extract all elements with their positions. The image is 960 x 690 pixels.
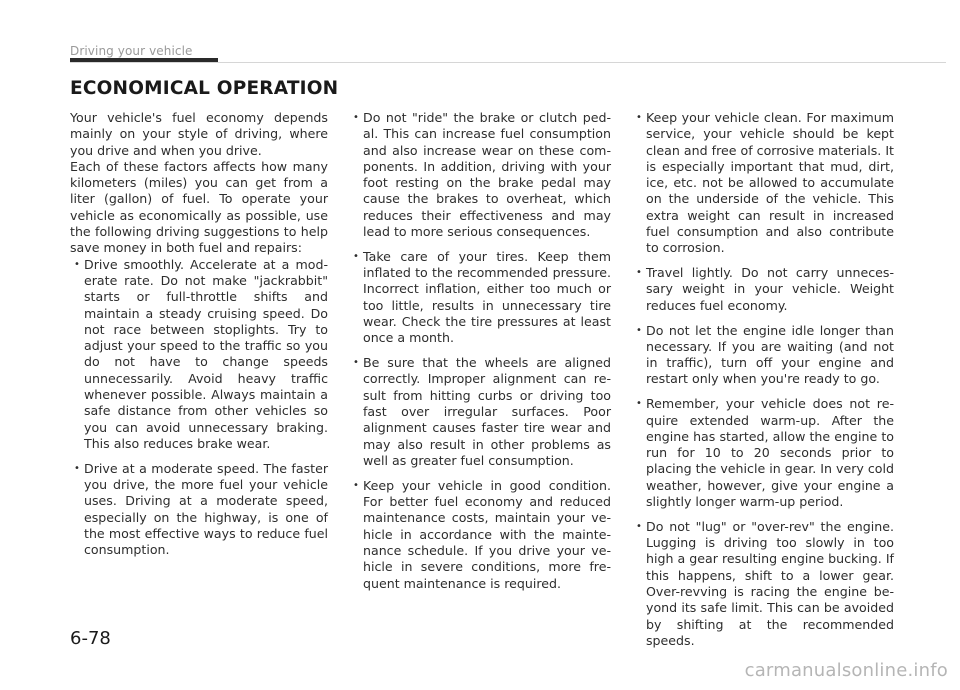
list-item: • Do not "ride" the brake or clutch pedal. This can increase fuel consumption and also increase wear on these components. In addition, driving with your foot resting on the brake pedal may cause the brakes to overheat, which reduces their effectiveness and may lead to more serious consequences. bbox=[353, 110, 611, 240]
list-item: • Keep your vehicle in good condition. For better fuel economy and reduced maintenance costs, maintain your vehicle in accordance with the maintenance schedule. If you drive your vehicle in severe conditions, more frequent maintenance is required. bbox=[353, 478, 611, 592]
list-item: • Be sure that the wheels are aligned correctly. Improper alignment can result from hitting curbs or driving too fast over irregular surfaces. Poor alignment causes faster tire wear and may also result in other problems as well as greater fuel consumption. bbox=[353, 355, 611, 469]
list-item: • Remember, your vehicle does not require extended warm-up. After the engine has started, allow the engine to run for 10 to 20 seconds prior to placing the vehicle in gear. In very cold weather, however, give your engine a slightly longer warm-up period. bbox=[636, 396, 894, 510]
intro-paragraph-1: Your vehicle's fuel economy depends mainly on your style of driving, where you drive and when you drive. bbox=[70, 110, 328, 158]
intro-paragraph-2: Each of these factors affects how many kilometers (miles) you can get from a liter (gallon) of fuel. To operate your vehicle as economically as possible, use the following driving suggestions to help save money in both fuel and repairs: bbox=[70, 158, 328, 256]
list-item: • Do not let the engine idle longer than necessary. If you are waiting (and not in traffic), turn off your engine and restart only when you're ready to go. bbox=[636, 323, 894, 388]
column-3 bbox=[636, 110, 894, 658]
section-label: Driving your vehicle bbox=[70, 44, 193, 58]
column-1 bbox=[70, 110, 328, 567]
list-item: • Do not "lug" or "over-rev" the engine. Lugging is driving too slowly in too high a gear resulting engine bucking. If this happens, shift to a lower gear. Over-revving is racing the engine beyond its safe limit. This can be avoided by shifting at the recommended speeds. bbox=[636, 519, 894, 649]
list-item: • Keep your vehicle clean. For maximum service, your vehicle should be kept clean and free of corrosive materials. It is especially important that mud, dirt, ice, etc. not be allowed to accumulate on the underside of the vehicle. This extra weight can result in increased fuel consumption and also contribute to corrosion. bbox=[636, 110, 894, 257]
list-item: • Travel lightly. Do not carry unnecessary weight in your vehicle. Weight reduces fuel economy. bbox=[636, 265, 894, 314]
tips-list-2 bbox=[353, 110, 611, 592]
list-item: • Drive at a moderate speed. The faster you drive, the more fuel your vehicle uses. Driving at a moderate speed, especially on the highway, is one of the most effective ways to reduce fuel consumption. bbox=[74, 461, 328, 559]
list-item: • Take care of your tires. Keep them inflated to the recommended pressure. Incorrect inflation, either too much or too little, results in unnecessary tire wear. Check the tire pressures at least once a month. bbox=[353, 249, 611, 347]
page-title: ECONOMICAL OPERATION bbox=[70, 78, 339, 99]
list-item: • Drive smoothly. Accelerate at a moderate rate. Do not make "jackrabbit" starts or full-throttle shifts and maintain a steady cruising speed. Do not race between stoplights. Try to adjust your speed to the traffic so you do not have to change speeds unnecessarily. Avoid heavy traffic whenever possible. Always maintain a safe distance from other vehicles so you can avoid unnecessary braking. This also reduces brake wear. bbox=[74, 257, 328, 453]
tips-list-1 bbox=[74, 257, 328, 559]
page-number: 6-78 bbox=[70, 628, 111, 649]
tips-list-3 bbox=[636, 110, 894, 649]
column-2 bbox=[353, 110, 611, 600]
header-divider bbox=[70, 62, 946, 63]
watermark: carmanualsonline.info bbox=[744, 660, 948, 681]
